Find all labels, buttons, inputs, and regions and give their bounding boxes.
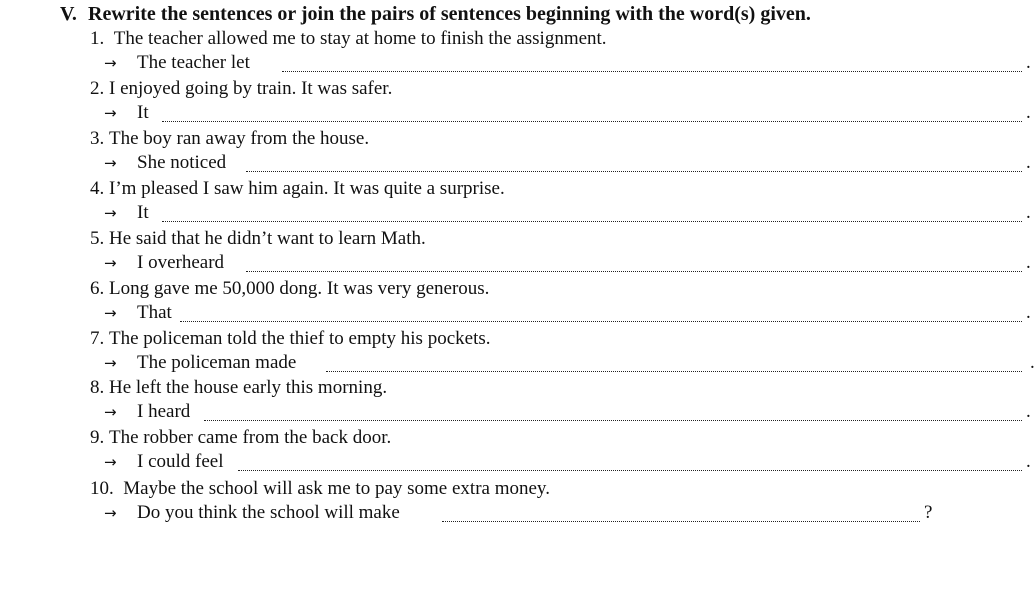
question-number: 1. bbox=[90, 28, 105, 49]
question-item bbox=[0, 227, 1031, 277]
arrow-icon: → bbox=[104, 403, 117, 421]
question-text: I enjoyed going by train. It was safer. bbox=[109, 78, 393, 99]
arrow-icon: → bbox=[104, 504, 117, 522]
answer-end-punctuation: . bbox=[1026, 152, 1031, 173]
question-number: 3. bbox=[90, 128, 105, 149]
question-text: I’m pleased I saw him again. It was quite a surprise. bbox=[109, 178, 505, 199]
question-text: The policeman told the thief to empty his pockets. bbox=[109, 328, 491, 349]
answer-end-punctuation: . bbox=[1026, 451, 1031, 472]
question-number: 8. bbox=[90, 377, 105, 398]
arrow-icon: → bbox=[104, 354, 117, 372]
section-instruction: Rewrite the sentences or join the pairs of sentences beginning with the word(s) given. bbox=[88, 3, 811, 25]
answer-end-punctuation: . bbox=[1026, 202, 1031, 223]
question-text: The boy ran away from the house. bbox=[109, 128, 370, 149]
answer-end-punctuation: ? bbox=[924, 502, 933, 523]
question-text: Long gave me 50,000 dong. It was very generous. bbox=[109, 278, 490, 299]
answer-end-punctuation: . bbox=[1026, 401, 1031, 422]
answer-blank[interactable] bbox=[246, 271, 1022, 272]
answer-blank[interactable] bbox=[162, 221, 1022, 222]
question-sentence bbox=[90, 277, 489, 301]
answer-end-punctuation: . bbox=[1026, 52, 1031, 73]
answer-blank[interactable] bbox=[162, 121, 1022, 122]
question-text: The teacher allowed me to stay at home to finish the assignment. bbox=[113, 28, 607, 49]
arrow-icon: → bbox=[104, 104, 117, 122]
answer-end-punctuation: . bbox=[1026, 252, 1031, 273]
answer-end-punctuation: . bbox=[1026, 102, 1031, 123]
question-number: 9. bbox=[90, 427, 105, 448]
arrow-icon: → bbox=[104, 204, 117, 222]
answer-prompt: The teacher let bbox=[137, 52, 250, 73]
question-text: Maybe the school will ask me to pay some extra money. bbox=[123, 478, 550, 499]
answer-prompt: I overheard bbox=[137, 252, 225, 273]
question-sentence bbox=[90, 77, 392, 101]
answer-prompt: That bbox=[137, 302, 172, 323]
question-text: The robber came from the back door. bbox=[109, 427, 392, 448]
question-item bbox=[0, 327, 1035, 377]
answer-end-punctuation: . bbox=[1030, 352, 1035, 373]
question-number: 7. bbox=[90, 328, 105, 349]
question-item bbox=[0, 77, 1031, 127]
question-sentence bbox=[90, 127, 369, 151]
answer-blank[interactable] bbox=[442, 521, 920, 522]
question-number: 10. bbox=[90, 478, 114, 499]
answer-prompt: Do you think the school will make bbox=[137, 502, 400, 523]
arrow-icon: → bbox=[104, 54, 117, 72]
question-number: 6. bbox=[90, 278, 105, 299]
answer-blank[interactable] bbox=[282, 71, 1022, 72]
question-item bbox=[0, 127, 1031, 177]
question-sentence bbox=[90, 327, 491, 351]
answer-prompt: She noticed bbox=[137, 152, 227, 173]
question-text: He left the house early this morning. bbox=[109, 377, 388, 398]
question-sentence bbox=[90, 227, 426, 251]
question-item bbox=[0, 426, 1031, 476]
question-item bbox=[0, 277, 1031, 327]
question-number: 2. bbox=[90, 78, 105, 99]
answer-prompt: The policeman made bbox=[137, 352, 297, 373]
arrow-icon: → bbox=[104, 154, 117, 172]
answer-blank[interactable] bbox=[180, 321, 1022, 322]
question-item bbox=[0, 177, 1031, 227]
question-sentence bbox=[90, 177, 505, 201]
question-sentence bbox=[90, 376, 387, 400]
answer-blank[interactable] bbox=[326, 371, 1022, 372]
arrow-icon: → bbox=[104, 453, 117, 471]
section-number: V. bbox=[60, 3, 77, 25]
question-number: 4. bbox=[90, 178, 105, 199]
question-sentence bbox=[90, 426, 391, 450]
question-text: He said that he didn’t want to learn Math. bbox=[109, 228, 426, 249]
question-number: 5. bbox=[90, 228, 105, 249]
answer-prompt: It bbox=[137, 202, 149, 223]
question-item bbox=[0, 376, 1031, 426]
question-item bbox=[0, 27, 1031, 77]
section-heading bbox=[60, 3, 811, 26]
answer-blank[interactable] bbox=[204, 420, 1022, 421]
answer-prompt: I could feel bbox=[137, 451, 224, 472]
question-sentence bbox=[90, 477, 550, 501]
answer-end-punctuation: . bbox=[1026, 302, 1031, 323]
question-sentence bbox=[90, 27, 607, 51]
answer-blank[interactable] bbox=[238, 470, 1022, 471]
arrow-icon: → bbox=[104, 304, 117, 322]
answer-blank[interactable] bbox=[246, 171, 1022, 172]
question-item bbox=[0, 477, 1024, 527]
arrow-icon: → bbox=[104, 254, 117, 272]
answer-prompt: I heard bbox=[137, 401, 191, 422]
answer-prompt: It bbox=[137, 102, 149, 123]
